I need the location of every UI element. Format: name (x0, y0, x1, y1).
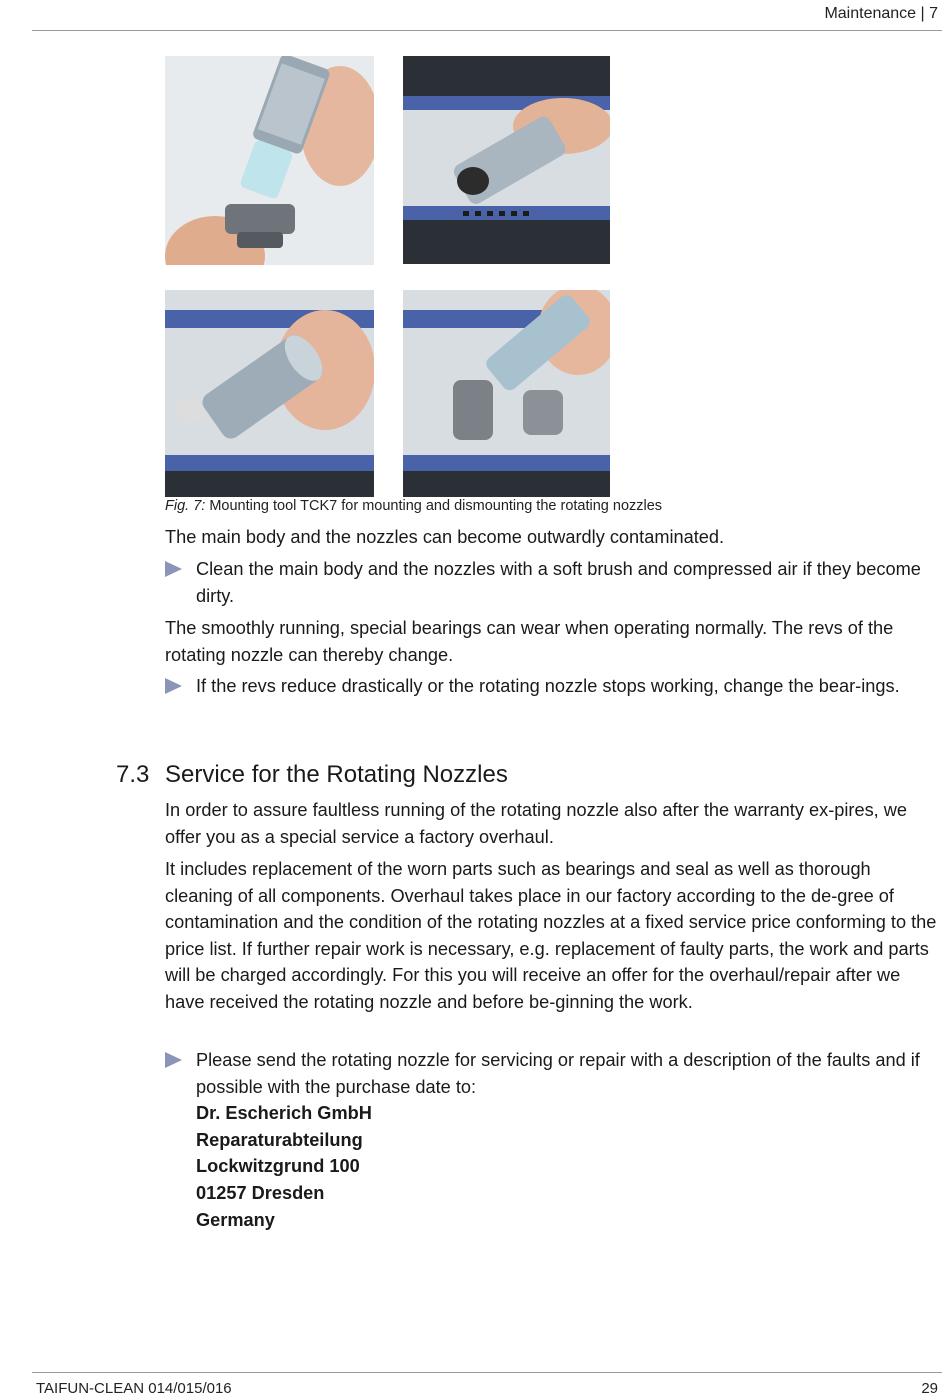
bullet-text-body: Please send the rotating nozzle for servicing or repair with a description of the faults and if possible with the purchase date to: (196, 1050, 920, 1097)
product-name: TAIFUN-CLEAN 014/015/016 (36, 1380, 232, 1397)
bullet-text: Clean the main body and the nozzles with a soft brush and compressed air if they become dirty. (196, 559, 921, 606)
figure-caption-text: Mounting tool TCK7 for mounting and dismounting the rotating nozzles (205, 498, 663, 514)
page-footer (32, 1372, 942, 1398)
address-street: Lockwitzgrund 100 (196, 1156, 360, 1177)
figure-caption (165, 498, 662, 514)
bullet-text (196, 1047, 940, 1233)
paragraph: It includes replacement of the worn parts such as bearings and seal as well as thorough cleaning of all components. Overhaul takes place in our factory according to the de-gree of contamination and the condition of the rotating nozzles at a fixed service price conforming to the price list. If further repair work is necessary, e.g. replacement of faulty parts, the work and parts will be charged accordingly. For this you will receive an offer for the overhaul/repair after we have received the rotating nozzle and before be-ginning the work. (165, 859, 937, 1012)
section-number: 7.3 (116, 761, 150, 788)
address-department: Reparaturabteilung (196, 1129, 363, 1150)
photo-tool-handheld (165, 56, 374, 265)
address-city: 01257 Dresden (196, 1182, 325, 1203)
chapter-title: Maintenance | 7 (824, 5, 938, 22)
address-company: Dr. Escherich GmbH (196, 1103, 372, 1124)
page-header (32, 0, 942, 31)
photo-tool-mounting-1 (403, 56, 610, 264)
paragraph: The main body and the nozzles can become outwardly contaminated. (165, 527, 725, 547)
paragraph: In order to assure faultless running of the rotating nozzle also after the warranty ex-pires, we offer you as a special service a factory overhaul. (165, 800, 908, 847)
paragraph: The smoothly running, special bearings can wear when operating normally. The revs of the rotating nozzle can thereby change. (165, 618, 894, 665)
page-number: 29 (921, 1380, 938, 1397)
address-country: Germany (196, 1209, 275, 1230)
bullet-item (165, 1047, 940, 1233)
bullet-text: If the revs reduce drastically or the rotating nozzle stops working, change the bear-ings. (196, 676, 900, 696)
bullet-triangle-icon (165, 678, 182, 694)
bullet-triangle-icon (165, 561, 182, 577)
figure-label: Fig. 7: (165, 498, 206, 514)
bullet-item (165, 556, 940, 609)
photo-tool-mounting-2 (165, 290, 374, 497)
bullet-triangle-icon (165, 1052, 182, 1068)
section-title: Service for the Rotating Nozzles (165, 761, 508, 788)
bullet-item (165, 673, 940, 700)
photo-tool-mounting-3 (403, 290, 610, 497)
